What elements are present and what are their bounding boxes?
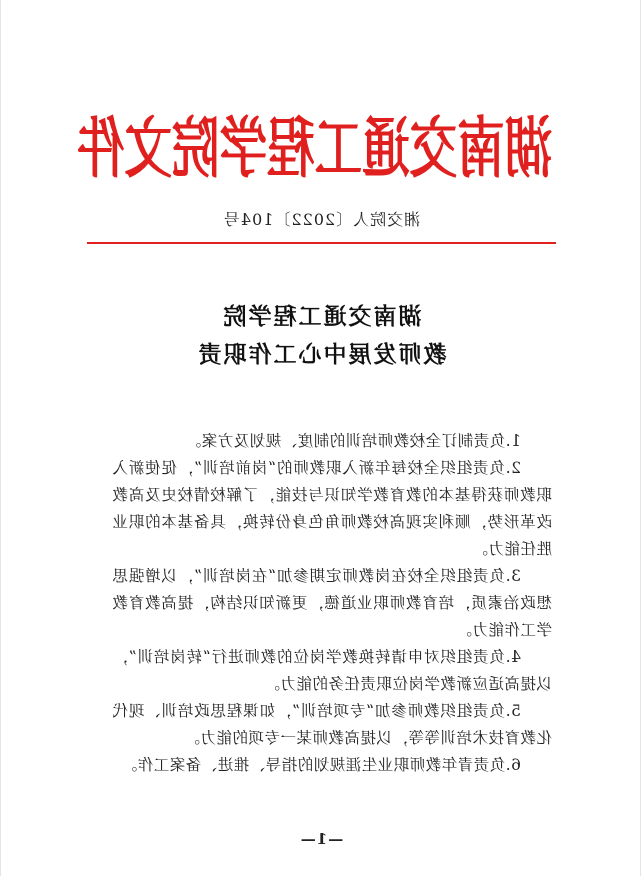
document-title-line1: 湖南交通工程学院 xyxy=(221,303,422,330)
duty-paragraph-6: 6.负责青年教师职业生涯规划的指导、推进、备案工作。 xyxy=(121,756,521,774)
duty-paragraph-1: 1.负责制订全校教师培训的制度、规划及方案。 xyxy=(185,432,521,450)
mirrored-document xyxy=(1,0,641,876)
document-body xyxy=(112,428,552,779)
page-number: —1— xyxy=(299,830,344,848)
document-number: 湘交院人〔2022〕104号 xyxy=(222,210,421,229)
duty-paragraph-4: 4.负责组织对申请转换教学岗位的教师进行“转岗培训”，以提高适应新教学岗位职责任务的能力。 xyxy=(112,648,552,693)
duty-paragraph-5: 5.负责组织教师参加“专项培训”，如课程思政培训、现代化教育技术培训等等，以提高教师某一专项的能力。 xyxy=(112,702,552,747)
duty-paragraph-3: 3.负责组织全校在岗教师定期参加“在岗培训”，以增强思想政治素质，培育教师职业道德，更新知识结构，提高教育教学工作能力。 xyxy=(112,567,552,639)
document-title-line2: 教师发展中心工作职责 xyxy=(196,341,447,368)
duty-paragraph-2: 2.负责组织全校每年新入职教师的“岗前培训”，促使新入职教师获得基本的教育教学知识与技能，了解校情校史及高教改革形势，顺利实现高校教师角色身份转换，具备基本的职业胜任能力。 xyxy=(112,459,552,558)
header-title: 湖南交通工程学院文件 xyxy=(77,109,553,187)
red-divider-line xyxy=(87,242,556,244)
